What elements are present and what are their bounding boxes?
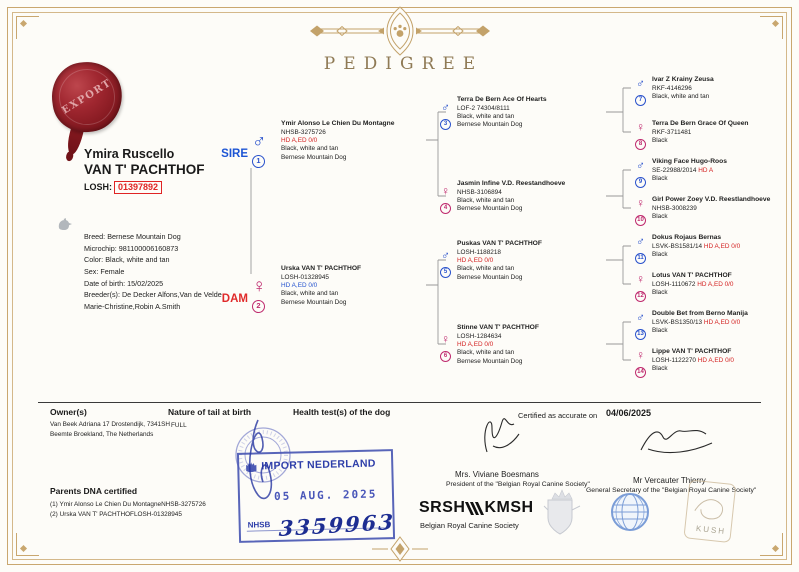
- sire-label: SIRE: [221, 148, 248, 160]
- dog-registration: NHSB-3106894: [457, 188, 502, 196]
- info-label: Breeder(s):: [84, 290, 120, 300]
- generation-number: 2: [252, 300, 265, 313]
- pedigree-node-dam: [281, 265, 361, 307]
- wax-seal-body: [47, 57, 126, 136]
- dog-color: Black: [652, 251, 668, 259]
- dog-registration: NHSB-3008239: [652, 204, 697, 212]
- registry-number: 01397892: [114, 181, 162, 194]
- dna-line: (1) Ymir Alonso Le Chien Du MontagneNHSB-3275726: [50, 501, 206, 508]
- generation-number: 12: [635, 291, 646, 302]
- dog-registration: RKF-4146296: [652, 84, 692, 92]
- pedigree-node: [652, 272, 733, 297]
- dog-registration: LOSH-1122270: [652, 356, 696, 364]
- dog-breed: Bernese Mountain Dog: [457, 273, 523, 281]
- subject-registration: [84, 182, 204, 192]
- pedigree-node: [652, 348, 734, 373]
- dog-name: Lippe VAN T' PACHTHOF: [652, 348, 732, 355]
- dog-health: HD A,ED 0/0: [281, 282, 318, 290]
- info-value: 15/02/2025: [127, 278, 164, 288]
- dog-name: Jasmin Infine V.D. Reestandhoeve: [457, 180, 566, 187]
- dog-color: Black, white and tan: [457, 197, 515, 205]
- generation-number: 3: [440, 119, 451, 130]
- generation-number: 13: [635, 329, 646, 340]
- female-icon: ♀: [636, 272, 645, 286]
- pedigree-node: [652, 310, 748, 335]
- tail-label: Nature of tail at birth: [168, 407, 252, 417]
- dog-color: Black, white and tan: [281, 145, 339, 153]
- info-label: Microchip:: [84, 243, 117, 253]
- dog-color: Black: [652, 213, 668, 221]
- dog-registration: LOSH-1284634: [457, 332, 502, 340]
- dog-color: Black, white and tan: [457, 265, 515, 273]
- info-value: De Decker Alfons,Van de Velde Marie-Christine,Robin A.Smith: [84, 290, 222, 311]
- sex-marker: [634, 349, 647, 378]
- sex-marker: [439, 249, 452, 278]
- pedigree-node: [652, 120, 749, 145]
- dog-registration: LSVK-BS1350/13: [652, 318, 703, 326]
- import-stamp-header: [239, 451, 391, 474]
- dog-color: Black: [652, 365, 668, 373]
- dog-registration: LOSH-01328945: [281, 273, 329, 281]
- dog-name: Urska VAN T' PACHTHOF: [281, 265, 362, 272]
- generation-number: 4: [440, 203, 451, 214]
- dog-health: HD A,ED 0/0: [281, 137, 318, 145]
- male-icon: ♂: [636, 310, 645, 324]
- sex-marker: [634, 159, 647, 188]
- dog-name: Dokus Rojaus Bernas: [652, 234, 722, 241]
- info-label: Breed:: [84, 232, 106, 241]
- import-stamp-date: 05 AUG. 2025: [273, 487, 378, 504]
- male-icon: ♂: [636, 76, 645, 90]
- logo-right: KMSH: [484, 499, 534, 516]
- dog-color: Black, white and tan: [652, 93, 710, 101]
- male-icon: ♂: [636, 234, 645, 248]
- generation-number: 14: [635, 367, 646, 378]
- dog-name: Ivar Z Krainy Zeusa: [652, 76, 714, 83]
- dog-color: Black: [652, 289, 668, 297]
- certified-date: 04/06/2025: [606, 408, 652, 418]
- dog-color: Black, white and tan: [457, 349, 515, 357]
- certified-label: Certified as accurate on: [518, 411, 598, 420]
- info-line: [84, 254, 244, 266]
- dna-lines: [50, 500, 206, 520]
- dog-icon: [57, 218, 73, 232]
- sex-marker: [252, 132, 265, 168]
- dog-color: Black, white and tan: [457, 113, 515, 121]
- pedigree-node: [457, 96, 547, 130]
- pedigree-node: [652, 234, 740, 259]
- sex-marker: [439, 333, 452, 362]
- import-stamp-title: IMPORT NEDERLAND: [261, 457, 376, 473]
- signature1-title: President of the "Belgian Royal Canine Society": [446, 481, 590, 488]
- dog-name: Stinne VAN T' PACHTHOF: [457, 324, 539, 331]
- stamp-reg-label: NHSB: [247, 520, 271, 530]
- female-icon: ♀: [441, 184, 450, 198]
- dog-breed: Bernese Mountain Dog: [457, 205, 523, 213]
- subject-kennel-name: VAN T' PACHTHOF: [84, 162, 205, 177]
- sex-marker: [634, 77, 647, 106]
- info-value: Bernese Mountain Dog: [107, 232, 181, 241]
- dog-name: Double Bet from Berno Manija: [652, 310, 748, 317]
- info-label: Sex:: [84, 266, 99, 276]
- dog-health: HD A,ED 0/0: [457, 341, 494, 349]
- certificate-title: PEDIGREE: [323, 54, 484, 74]
- pedigree-node: [457, 324, 539, 366]
- dog-color: Black, white and tan: [281, 290, 339, 298]
- pedigree-node: [652, 158, 727, 183]
- dog-registration: LOSH-1110672: [652, 280, 696, 288]
- dog-breed: Bernese Mountain Dog: [457, 357, 523, 365]
- seal-text: EXPORT: [60, 77, 114, 117]
- logo-slashes-icon: [468, 502, 481, 515]
- srsh-kmsh-logo: [419, 499, 534, 517]
- owner-line: Van Beek Adriana 17 Drostendijk, 7341SH: [50, 421, 170, 428]
- pedigree-node-sire: [281, 120, 394, 162]
- generation-number: 8: [635, 139, 646, 150]
- sex-marker: [634, 121, 647, 150]
- dog-color: Black: [652, 327, 668, 335]
- dog-name: Ymir Alonso Le Chien Du Montagne: [281, 120, 395, 127]
- signature1-name: Mrs. Viviane Boesmans: [455, 470, 539, 479]
- dog-registration: SE-22988/2014: [652, 166, 697, 174]
- sex-marker: [634, 197, 647, 226]
- generation-number: 7: [635, 95, 646, 106]
- dam-label: DAM: [221, 293, 248, 305]
- male-icon: ♂: [636, 158, 645, 172]
- dog-breed: Bernese Mountain Dog: [281, 298, 347, 306]
- pedigree-node: [457, 180, 565, 214]
- generation-number: 5: [440, 267, 451, 278]
- dog-name: Lotus VAN T' PACHTHOF: [652, 272, 732, 279]
- dog-health: HD A,ED 0/0: [457, 257, 494, 265]
- owners-label: Owner(s): [50, 407, 87, 417]
- dog-color: Black: [652, 137, 668, 145]
- owner-address: [50, 420, 170, 440]
- sex-marker: [252, 277, 265, 313]
- info-line: [84, 231, 244, 243]
- info-line: [84, 243, 244, 255]
- female-icon: ♀: [636, 120, 645, 134]
- generation-number: 6: [440, 351, 451, 362]
- dog-health: HD A,ED 0/0: [703, 318, 741, 326]
- stamp-emblem-icon: [245, 459, 257, 473]
- registry-label: LOSH:: [84, 182, 112, 192]
- dog-registration: LOSH-1188218: [457, 248, 501, 256]
- info-line: [84, 266, 244, 278]
- generation-number: 10: [635, 215, 646, 226]
- export-wax-seal: [52, 62, 122, 132]
- info-value: 981100006160873: [118, 243, 179, 253]
- dog-name: Puskas VAN T' PACHTHOF: [457, 240, 542, 247]
- dna-label: Parents DNA certified: [50, 486, 138, 496]
- fci-globe-stamp: [612, 494, 648, 530]
- pedigree-node: [457, 240, 542, 282]
- dog-health: HD A,ED 0/0: [697, 280, 734, 288]
- owner-line: Beemte Broekland, The Netherlands: [50, 430, 154, 438]
- tail-value: FULL: [171, 422, 187, 429]
- generation-number: 11: [635, 253, 646, 264]
- dog-name: Viking Face Hugo-Roos: [652, 158, 727, 165]
- sex-marker: [634, 235, 647, 264]
- handwritten-registration-number: 3359963: [278, 509, 396, 541]
- dog-registration: NHSB-3275726: [281, 128, 326, 136]
- signature2-title: General Secretary of the "Belgian Royal Canine Society": [586, 487, 757, 494]
- kush-text: KUSH: [695, 523, 727, 537]
- dog-health: HD A: [698, 166, 714, 174]
- dog-registration: RKF-3711481: [652, 128, 692, 136]
- sex-marker: [634, 273, 647, 302]
- organization-name: Belgian Royal Canine Society: [420, 521, 519, 530]
- female-icon: ♀: [636, 196, 645, 210]
- sex-marker: [439, 101, 452, 130]
- pedigree-node: [652, 76, 714, 101]
- footer-divider: [38, 402, 761, 403]
- dog-name: Girl Power Zoey V.D. Reestlandhoeve: [652, 196, 771, 203]
- generation-number: 9: [635, 177, 646, 188]
- pedigree-node: [652, 196, 770, 221]
- dog-registration: LOF-2 74304/8111: [457, 104, 510, 112]
- male-icon: ♂: [441, 100, 450, 114]
- dog-registration: LSVK-BS1581/14: [652, 242, 703, 250]
- dog-name: Terra De Bern Grace Of Queen: [652, 120, 749, 127]
- female-icon: ♀: [252, 276, 267, 297]
- signature1-ink: [485, 419, 519, 452]
- generation-number: 1: [252, 155, 265, 168]
- sex-marker: [439, 185, 452, 214]
- bottom-ornament: [0, 528, 799, 572]
- info-value: Female: [100, 266, 125, 276]
- dog-health: HD A,ED 0/0: [703, 242, 741, 250]
- female-icon: ♀: [636, 348, 645, 362]
- dog-name: Terra De Bern Ace Of Hearts: [457, 96, 547, 103]
- dog-color: Black: [652, 175, 668, 183]
- male-icon: ♂: [441, 248, 450, 262]
- dog-breed: Bernese Mountain Dog: [457, 121, 523, 129]
- info-line: [84, 278, 244, 290]
- female-icon: ♀: [441, 332, 450, 346]
- subject-name-block: [84, 147, 204, 192]
- signature2-ink: [641, 430, 712, 452]
- info-label: Date of birth:: [84, 278, 126, 288]
- sex-marker: [634, 311, 647, 340]
- logo-left: SRSH: [419, 499, 466, 516]
- subject-first-name: Ymira Ruscello: [84, 147, 175, 161]
- dog-health: HD A,ED 0/0: [697, 356, 734, 364]
- info-value: Black, white and tan: [105, 255, 170, 265]
- signature2-name: Mr Vercauter Thierry: [633, 476, 706, 485]
- male-icon: ♂: [252, 131, 267, 152]
- info-label: Color:: [84, 255, 104, 265]
- dog-breed: Bernese Mountain Dog: [281, 153, 347, 161]
- health-tests-label: Health test(s) of the dog: [293, 407, 391, 417]
- dna-line: (2) Urska VAN T' PACHTHOFLOSH-01328945: [50, 510, 182, 518]
